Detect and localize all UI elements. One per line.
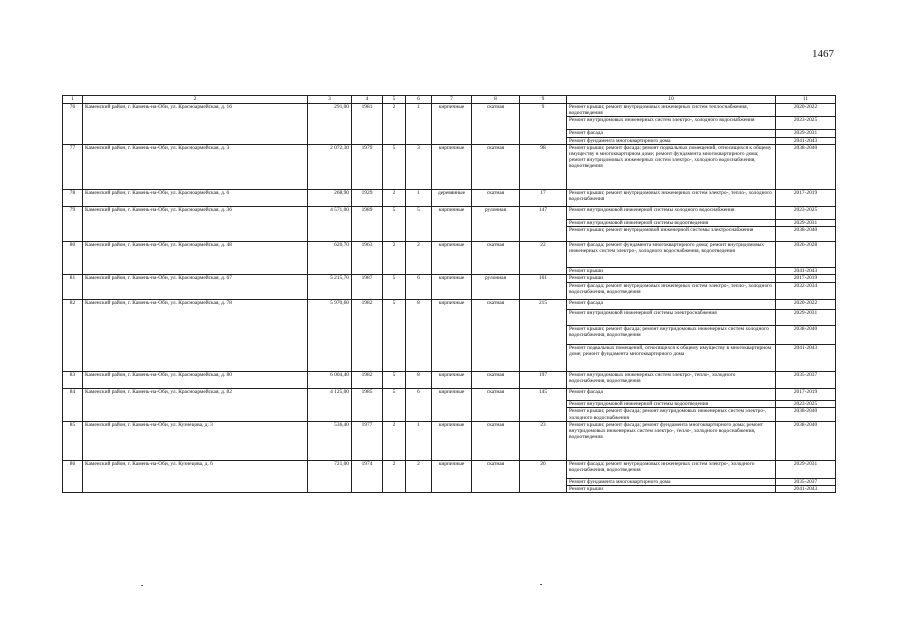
cell-roof-type: скатная [472,242,520,275]
cell-area: 620,70 [308,242,352,275]
cell-roof-type: скатная [472,372,520,389]
cell-period: 2029-2031 [776,130,836,137]
cell-record-number: 83 [63,372,83,389]
cell-record-number: 76 [63,104,83,145]
cell-entrances: 3 [406,144,432,189]
cell-repair-works: Ремонт внутридомовой инженерной системы водоотведения [567,219,776,226]
scan-mark [540,584,542,585]
cell-period: 2029-2031 [776,460,836,478]
table-row [63,389,836,401]
cell-entrances: 1 [406,189,432,206]
cell-year-built: 1974 [352,460,383,492]
cell-repair-works: Ремонт фасада; ремонт внутридомовых инженерных систем электро-, тепло-, холодного водоснабжения, водоотведения [567,283,776,300]
cell-period: 2041-2043 [776,268,836,275]
cell-repair-works: Ремонт крыши; ремонт внутридомовых инженерных систем теплоснабжения, водоотведения [567,104,776,117]
cell-address: Каменский район, г. Камень-на-Оби, ул. Красноармейская, д. 3 [83,144,308,189]
cell-residents: 197 [520,372,567,389]
cell-repair-works: Ремонт внутридомовой инженерной системы водоотведения [567,401,776,408]
cell-floors: 5 [383,372,406,389]
cell-residents: 17 [520,189,567,206]
cell-wall-material: кирпичные [432,206,472,241]
cell-area: 5 970,60 [308,300,352,372]
cell-entrances: 5 [406,206,432,241]
cell-period: 2035-2037 [776,372,836,389]
cell-repair-works: Ремонт фасада; ремонт внутридомовых инженерных систем электро-, холодного водоснабжения, водоотведения [567,460,776,478]
cell-year-built: 1963 [352,242,383,275]
column-number: 3 [308,96,352,104]
cell-residents: 9 [520,104,567,145]
cell-residents: 147 [520,206,567,241]
cell-roof-type: скатная [472,104,520,145]
cell-record-number: 80 [63,242,83,275]
cell-period: 2017-2019 [776,189,836,206]
cell-year-built: 1981 [352,104,383,145]
cell-repair-works: Ремонт крыши; ремонт фасада; ремонт фундамента многоквартирного дома; ремонт внутридомовых инженерных систем электро-, тепло-, холодного водоснабжения, водоотведения [567,421,776,460]
cell-period: 2041-2043 [776,137,836,144]
cell-wall-material: кирпичные [432,104,472,145]
cell-wall-material: кирпичные [432,275,472,300]
cell-roof-type: рулонная [472,275,520,300]
cell-area: 5 215,70 [308,275,352,300]
cell-record-number: 84 [63,389,83,422]
cell-period: 2029-2031 [776,219,836,226]
cell-floors: 2 [383,460,406,492]
cell-repair-works: Ремонт внутридомовой инженерной системы электроснабжения [567,310,776,326]
cell-repair-works: Ремонт внутридомовых инженерных систем электро-, тепло-, холодного водоснабжения, водоотведения [567,372,776,389]
cell-period: 2032-2034 [776,283,836,300]
cell-wall-material: кирпичные [432,460,472,492]
cell-roof-type: скатная [472,189,520,206]
cell-address: Каменский район, г. Камень-на-Оби, ул. Красноармейская, д. 48 [83,242,308,275]
cell-record-number: 78 [63,189,83,206]
cell-floors: 5 [383,300,406,372]
capital-repair-table [62,95,836,493]
cell-period: 2038-2040 [776,144,836,189]
cell-record-number: 81 [63,275,83,300]
column-number: 1 [63,96,83,104]
cell-floors: 2 [383,104,406,145]
cell-period: 2038-2040 [776,408,836,421]
cell-record-number: 86 [63,460,83,492]
cell-period: 2038-2040 [776,326,836,345]
cell-repair-works: Ремонт крыши; ремонт внутридомовой инженерной системы электроснабжения [567,227,776,242]
cell-period: 2020-2022 [776,300,836,310]
cell-residents: 215 [520,300,567,372]
cell-repair-works: Ремонт фасада [567,300,776,310]
cell-year-built: 1989 [352,206,383,241]
column-numbers-row [63,96,836,104]
cell-period: 2023-2025 [776,117,836,130]
cell-address: Каменский район, г. Камень-на-Оби, ул. Красноармейская, д. 16 [83,104,308,145]
cell-repair-works: Ремонт крыши; ремонт фасада; ремонт внутридомовых инженерных систем электро-, холодного водоснабжения [567,408,776,421]
cell-period: 2023-2025 [776,206,836,219]
cell-roof-type: скатная [472,421,520,460]
cell-area: 721,00 [308,460,352,492]
cell-roof-type: скатная [472,300,520,372]
cell-floors: 5 [383,275,406,300]
cell-record-number: 85 [63,421,83,460]
cell-entrances: 8 [406,372,432,389]
cell-year-built: 1982 [352,300,383,372]
cell-repair-works: Ремонт крыши; ремонт фасада; ремонт внутридомовых инженерных систем холодного водоснабжения, водоотведения [567,326,776,345]
cell-roof-type: рулонная [472,206,520,241]
cell-record-number: 79 [63,206,83,241]
cell-year-built: 1979 [352,144,383,189]
scan-mark [141,585,143,586]
cell-period: 2041-2043 [776,345,836,372]
cell-area: 4 125,00 [308,389,352,422]
cell-floors: 2 [383,189,406,206]
cell-entrances: 6 [406,275,432,300]
cell-repair-works: Ремонт внутридомовых инженерных систем электро-, холодного водоснабжения [567,117,776,130]
column-number: 4 [352,96,383,104]
cell-floors: 5 [383,389,406,422]
cell-floors: 2 [383,421,406,460]
cell-year-built: 1977 [352,421,383,460]
cell-repair-works: Ремонт фасада [567,389,776,401]
column-number: 5 [383,96,406,104]
column-number: 2 [83,96,308,104]
cell-wall-material: кирпичные [432,421,472,460]
cell-record-number: 82 [63,300,83,372]
cell-repair-works: Ремонт фасада [567,130,776,137]
column-number: 9 [520,96,567,104]
cell-year-built: 1985 [352,389,383,422]
cell-residents: 26 [520,460,567,492]
table-row [63,421,836,460]
cell-area: 291,00 [308,104,352,145]
cell-repair-works: Ремонт фундамента многоквартирного дома [567,137,776,144]
cell-repair-works: Ремонт фасада; ремонт фундамента многоквартирного дома; ремонт внутридомовых инженерных систем электро-, холодного водоснабжения, водоотведения [567,242,776,268]
cell-entrances: 1 [406,421,432,460]
cell-repair-works: Ремонт крыши [567,275,776,283]
cell-entrances: 2 [406,242,432,275]
cell-roof-type: скатная [472,144,520,189]
cell-area: 4 571,00 [308,206,352,241]
table-row [63,206,836,219]
table-row [63,460,836,478]
table-row [63,189,836,206]
page-number: 1467 [812,48,834,60]
cell-repair-works: Ремонт внутридомовой инженерной системы холодного водоснабжения [567,206,776,219]
cell-address: Каменский район, г. Камень-на-Оби, ул. Красноармейская, д. 67 [83,275,308,300]
cell-period: 2029-2031 [776,310,836,326]
cell-residents: 161 [520,275,567,300]
column-number: 11 [776,96,836,104]
cell-residents: 22 [520,242,567,275]
cell-roof-type: скатная [472,389,520,422]
cell-address: Каменский район, г. Камень-на-Оби, ул. Красноармейская, д. 6 [83,189,308,206]
table-row [63,104,836,117]
cell-entrances: 2 [406,460,432,492]
table-row [63,144,836,189]
cell-repair-works: Ремонт фундамента многоквартирного дома [567,478,776,485]
cell-wall-material: кирпичные [432,144,472,189]
cell-repair-works: Ремонт крыши; ремонт внутридомовых инженерных систем электро-, тепло-, холодного водоснабжения [567,189,776,206]
cell-year-built: 1929 [352,189,383,206]
cell-roof-type: скатная [472,460,520,492]
cell-entrances: 1 [406,104,432,145]
cell-wall-material: кирпичные [432,242,472,275]
cell-area: 536,40 [308,421,352,460]
cell-entrances: 8 [406,300,432,372]
column-number: 10 [567,96,776,104]
cell-wall-material: кирпичные [432,372,472,389]
cell-period: 2035-2037 [776,478,836,485]
table-row [63,300,836,310]
table-row [63,372,836,389]
cell-address: Каменский район, г. Камень-на-Оби, ул. Кузнецова, д. 6 [83,460,308,492]
cell-repair-works: Ремонт подвальных помещений, относящихся к общему имуществу в многоквартирном доме; ремонт фундамента многоквартирного дома [567,345,776,372]
cell-period: 2017-2019 [776,389,836,401]
cell-repair-works: Ремонт крыши [567,486,776,493]
cell-address: Каменский район, г. Камень-на-Оби, ул. Красноармейская, д. 82 [83,389,308,422]
cell-address: Каменский район, г. Камень-на-Оби, ул. Красноармейская, д. 80 [83,372,308,389]
cell-repair-works: Ремонт крыши; ремонт фасада; ремонт подвальных помещений, относящихся к общему имуществу в многоквартирном доме; ремонт фундамента многоквартирного дома; ремонт внутридомовых инженерных систем электро-, холодного водоснабжения, водоотведения [567,144,776,189]
cell-period: 2017-2019 [776,275,836,283]
cell-address: Каменский район, г. Камень-на-Оби, ул. Кузнецова, д. 3 [83,421,308,460]
cell-record-number: 77 [63,144,83,189]
column-number: 8 [472,96,520,104]
cell-period: 2023-2025 [776,401,836,408]
cell-period: 2038-2040 [776,227,836,242]
cell-floors: 5 [383,206,406,241]
column-number: 6 [406,96,432,104]
cell-floors: 5 [383,144,406,189]
cell-residents: 145 [520,389,567,422]
cell-address: Каменский район, г. Камень-на-Оби, ул. Красноармейская, д. 36 [83,206,308,241]
cell-year-built: 1987 [352,275,383,300]
cell-area: 2 072,30 [308,144,352,189]
cell-wall-material: деревянные [432,189,472,206]
cell-address: Каменский район, г. Камень-на-Оби, ул. Красноармейская, д. 78 [83,300,308,372]
cell-entrances: 6 [406,389,432,422]
cell-floors: 2 [383,242,406,275]
cell-period: 2041-2043 [776,486,836,493]
table-body [63,96,836,493]
column-number: 7 [432,96,472,104]
cell-wall-material: кирпичные [432,300,472,372]
cell-period: 2038-2040 [776,421,836,460]
cell-wall-material: кирпичные [432,389,472,422]
cell-period: 2026-2028 [776,242,836,268]
cell-area: 6 004,40 [308,372,352,389]
cell-residents: 23 [520,421,567,460]
cell-repair-works: Ремонт крыши [567,268,776,275]
cell-year-built: 1982 [352,372,383,389]
table-row [63,275,836,283]
cell-area: 268,90 [308,189,352,206]
table-row [63,242,836,268]
cell-period: 2020-2022 [776,104,836,117]
cell-residents: 98 [520,144,567,189]
